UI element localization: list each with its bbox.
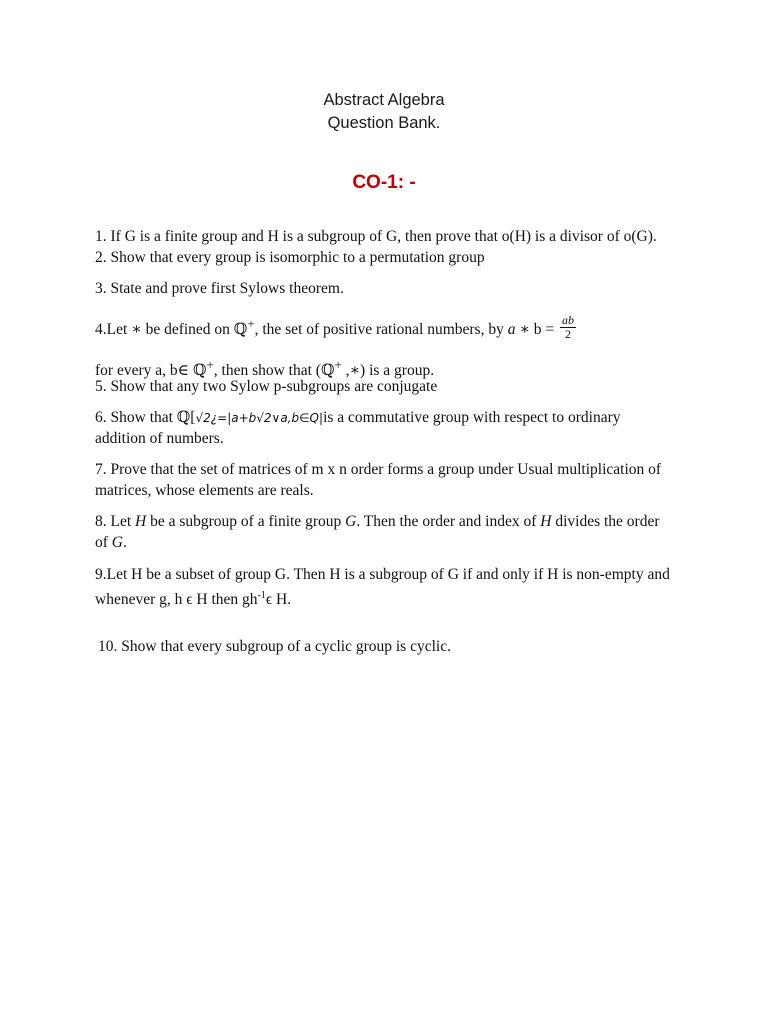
question-7 [95,459,767,480]
question-9-text-line-2a: whenever g, h ϵ H then gh [95,591,258,609]
question-6-prefix: 6. Show that ℚ[ [95,409,196,426]
question-5 [95,376,767,397]
question-9-text-line-2b: ϵ H. [265,591,292,609]
question-4b-text-3: ,∗) is a group. [341,362,435,380]
question-3-text: 3. State and prove first Sylows theorem. [95,280,344,297]
question-7-text-line-2: matrices, whose elements are reals. [95,482,314,499]
question-8-part-1: 8. Let [95,513,136,530]
question-4-description: , the set of positive rational numbers, by [254,321,508,339]
question-8-part-6: . [123,534,127,551]
question-8-part-5: of [95,534,112,551]
question-9 [95,564,767,585]
question-8-symbol-g-2: G [111,534,123,551]
question-10 [98,636,768,657]
question-4-superscript: + [247,316,255,331]
question-4b-text-1: for every a, b∈ ℚ [95,362,207,380]
question-4-fraction [560,314,576,341]
question-4b-superscript-2: + [334,357,342,372]
question-4-prefix: 4.Let [95,321,132,339]
question-6-set-notation: √2¿=|a+b√2∨a,b∈Q| [195,411,324,425]
page-header [0,89,768,135]
question-8-part-4: divides the order [551,513,660,530]
question-6 [95,407,767,429]
question-7-text-line-1: 7. Prove that the set of matrices of m x n order forms a group under Usual multiplication of [95,461,662,478]
question-4 [95,313,767,344]
document-subtitle: Question Bank. [327,114,441,132]
question-4-domain: be defined on ℚ [141,321,248,339]
question-8-line-2 [95,532,767,553]
question-6-line-2 [95,428,767,449]
question-6-text-line-2: addition of numbers. [95,430,224,447]
question-5-text: 5. Show that any two Sylow p-subgroups are conjugate [95,378,438,395]
question-9-line-2 [95,585,767,610]
question-2-text: 2. Show that every group is isomorphic to a permutation group [95,249,485,266]
question-9-superscript: -1 [257,590,266,601]
question-4b-text-2: , then show that (ℚ [213,362,335,380]
question-6-text: is a commutative group with respect to ordinary [323,409,621,426]
question-4b-superscript-1: + [206,357,214,372]
fraction-denominator: 2 [565,327,571,342]
question-1 [95,226,767,247]
question-2 [95,247,767,268]
question-8-part-3: . Then the order and index of [356,513,541,530]
question-8-symbol-h: H [135,513,147,530]
question-8-part-2: be a subgroup of a finite group [146,513,346,530]
question-8-symbol-g: G [345,513,357,530]
fraction-numerator: ab [562,313,574,328]
question-8-symbol-h-2: H [540,513,552,530]
question-8 [95,511,767,532]
question-9-text-line-1: 9.Let H be a subset of group G. Then H is a subgroup of G if and only if H is non-empty and [95,566,670,583]
question-10-text: 10. Show that every subgroup of a cyclic group is cyclic. [98,638,451,655]
section-heading: CO-1: - [352,172,416,193]
question-1-text: 1. If G is a finite group and H is a subgroup of G, then prove that o(H) is a divisor of o(G). [95,228,657,245]
question-4-variable-a: a [507,321,516,339]
question-3 [95,278,767,299]
question-4-operator: ∗ [131,321,142,339]
question-4-equation: ∗ b = [515,321,558,339]
question-7-line-2 [95,480,767,501]
document-title: Abstract Algebra [323,91,445,109]
